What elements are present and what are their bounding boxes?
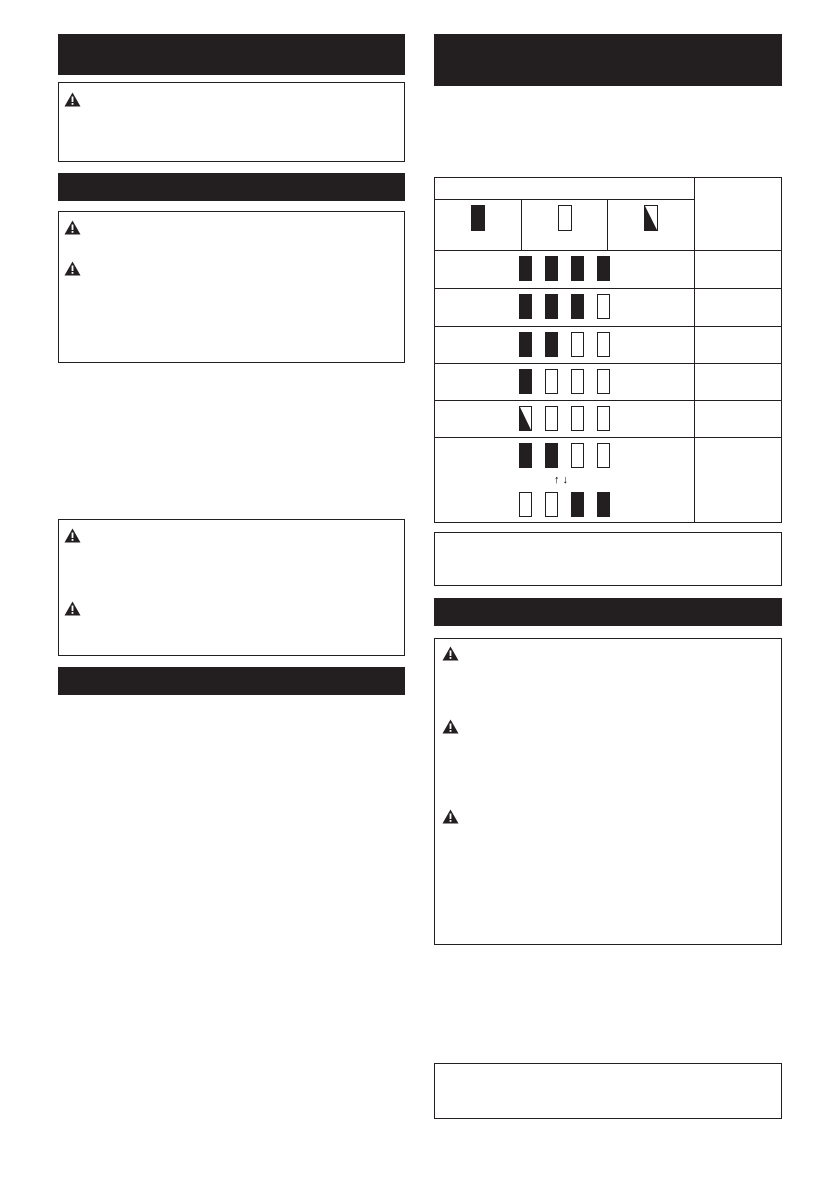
table-rule [435,437,781,438]
lamp-lighted-icon [545,332,558,357]
table-rule [435,363,781,364]
lamp-off-icon [545,406,558,431]
lamp-off-icon [597,369,610,394]
lamp-lighted-icon [519,332,532,357]
lamp-off-icon [558,205,572,231]
warning-triangle-icon [64,528,81,543]
lamp-off-icon [597,294,610,319]
lamp-off-icon [519,492,532,517]
lamp-lighted-icon [545,443,558,468]
table-rule [435,199,695,200]
alternating-arrows: ↑ ↓ [554,474,569,486]
warning-triangle-icon [64,601,81,616]
lamp-lighted-icon [471,205,485,231]
table-rule [435,400,781,401]
lamp-blinking-icon [644,205,658,231]
section-title-bar [434,34,782,86]
note-box [434,1063,782,1119]
lamp-blinking-icon [519,406,532,431]
note-box [434,532,782,586]
section-title-bar [58,34,405,75]
lamp-lighted-icon [571,294,584,319]
warning-triangle-icon [64,92,81,107]
lamp-off-icon [597,406,610,431]
lamp-lighted-icon [519,256,532,281]
section-title-bar [58,173,405,201]
lamp-off-icon [597,443,610,468]
table-rule [435,288,781,289]
warning-triangle-icon [64,261,81,276]
lamp-off-icon [545,492,558,517]
lamp-off-icon [571,406,584,431]
warning-triangle-icon [442,809,459,824]
table-rule [435,326,781,327]
lamp-lighted-icon [571,492,584,517]
lamp-lighted-icon [597,256,610,281]
lamp-off-icon [571,369,584,394]
lamp-lighted-icon [519,369,532,394]
lamp-lighted-icon [545,294,558,319]
table-rule [435,250,781,251]
lamp-off-icon [571,332,584,357]
lamp-off-icon [545,369,558,394]
warning-box [434,638,782,945]
lamp-lighted-icon [545,256,558,281]
lamp-lighted-icon [519,443,532,468]
table-rule [521,199,522,250]
indicator-table [434,177,782,523]
warning-box [58,519,405,656]
table-rule [694,178,695,522]
lamp-lighted-icon [519,294,532,319]
warning-triangle-icon [442,719,459,734]
warning-box [58,82,405,162]
lamp-off-icon [597,332,610,357]
section-title-bar [434,598,782,626]
warning-box [58,211,405,363]
table-rule [607,199,608,250]
section-title-bar [58,667,405,695]
lamp-lighted-icon [571,256,584,281]
lamp-off-icon [571,443,584,468]
warning-triangle-icon [64,220,81,235]
warning-triangle-icon [442,646,459,661]
lamp-lighted-icon [597,492,610,517]
